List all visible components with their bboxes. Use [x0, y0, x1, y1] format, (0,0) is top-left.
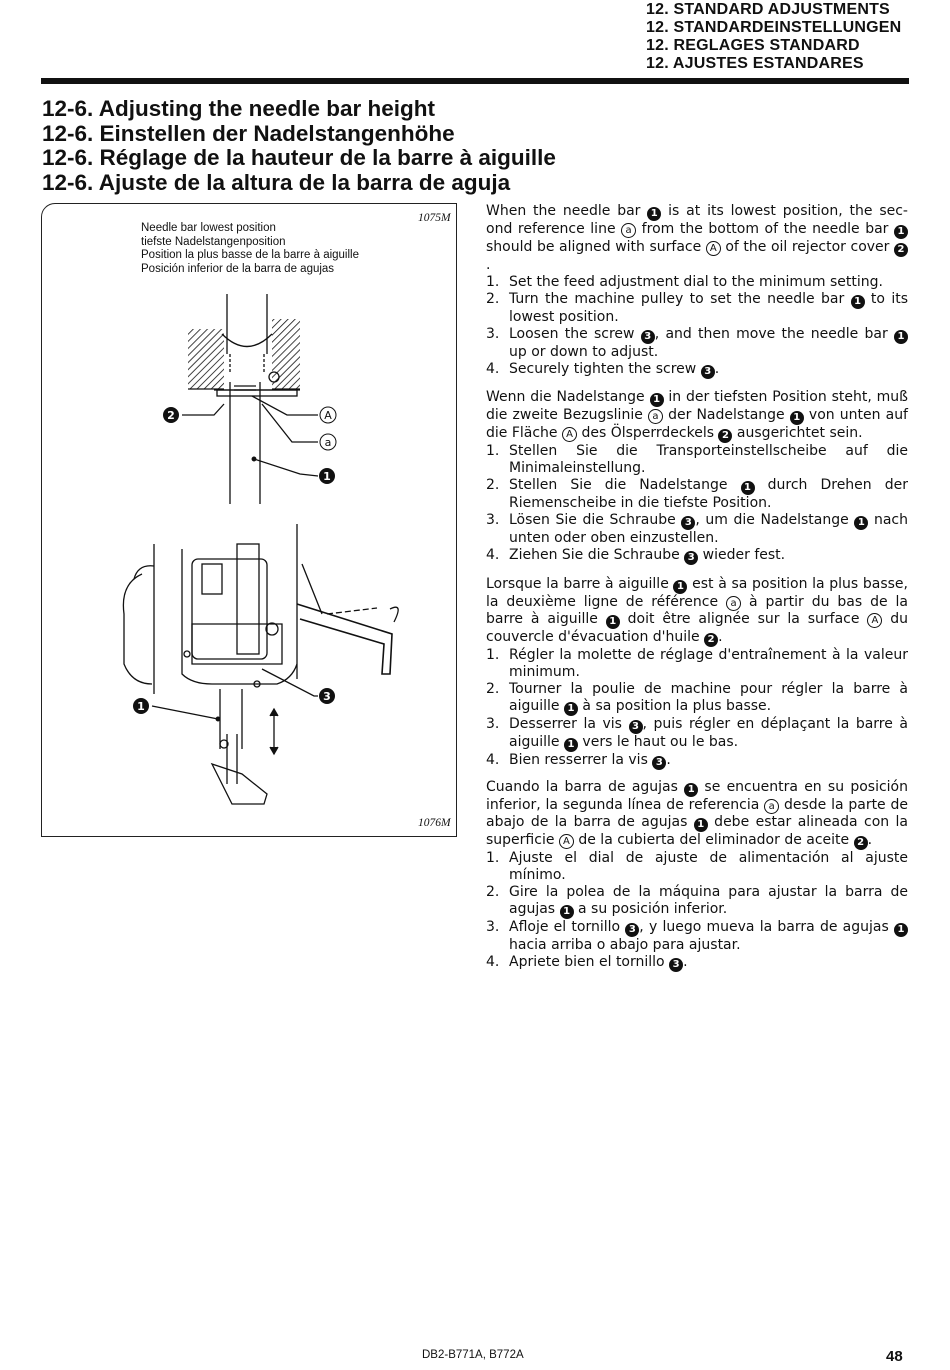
caption-fr: Position la plus basse de la barre à aiguille: [141, 249, 359, 262]
caption-es: Posición inferior de la barra de agujas: [141, 263, 335, 276]
figure-code-bottom: 1076M: [418, 817, 451, 829]
svg-text:1: 1: [323, 470, 331, 483]
svg-text:1: 1: [137, 700, 145, 713]
page-title: [42, 97, 556, 195]
intro-fr: Lorsque la barre à aiguille 1 est à sa position la plus basse, la deuxième ligne de référence a à partir du bas de la barre à aiguille 1 doit être alignée sur la surface A du couvercle d'évacuation d'huile 2 .: [486, 576, 909, 645]
intro-de: Wenn die Nadelstange 1 in der tiefsten Position steht, muß die zweite Bezugslinie a der Nadelstange 1 von unten auf die Fläche A des Ölsperrdeckels 2 ausgerichtet sein.: [486, 389, 908, 441]
callout-a: [320, 434, 336, 450]
needle-bar-illustration: [42, 204, 458, 838]
oil-rejector-cover-detail: [182, 294, 318, 504]
section-french: [486, 576, 908, 770]
step-item: 3. Afloje el tornillo 3 , y luego mueva la barra de agujas 1 hacia arriba o abajo para ajustar.: [486, 919, 908, 954]
machine-head-detail: [123, 524, 398, 804]
step-item: 2. Turn the machine pulley to set the needle bar 1 to its lowest position.: [486, 290, 908, 325]
step-item: 2. Gire la polea de la máquina para ajustar la barra de agujas 1 a su posición inferior.: [486, 883, 908, 917]
svg-text:A: A: [324, 409, 332, 422]
callout-1-upper: [319, 468, 335, 484]
header-line-es: 12. AJUSTES ESTANDARES: [646, 55, 864, 72]
figure-caption: [141, 222, 359, 277]
step-item: 4. Apriete bien el tornillo 3 .: [486, 953, 688, 970]
ref-needle-bar: 1: [647, 207, 661, 221]
svg-text:2: 2: [167, 409, 175, 422]
step-item: 2. Tourner la poulie de machine pour régler la barre à aiguille 1 à sa position la plus basse.: [486, 680, 908, 714]
figure-code-top: 1075M: [418, 212, 451, 224]
section-german: [486, 389, 908, 565]
step-item: 4. Ziehen Sie die Schraube 3 wieder fest.: [486, 546, 786, 563]
figure-panel: [41, 203, 457, 837]
step-item: 4. Bien resserrer la vis 3 .: [486, 751, 671, 768]
steps-de: [486, 443, 908, 565]
title-en: 12-6. Adjusting the needle bar height: [42, 96, 435, 121]
header-line-fr: 12. REGLAGES STANDARD: [646, 37, 860, 54]
steps-fr: [486, 647, 908, 770]
section-english: [486, 203, 908, 379]
section-spanish: [486, 779, 908, 972]
steps-en: [486, 274, 908, 379]
header-line-de: 12. STANDARDEINSTELLUNGEN: [646, 19, 902, 36]
page-number: 48: [886, 1348, 903, 1365]
ref-line-a: a: [621, 223, 636, 238]
svg-text:a: a: [324, 436, 332, 449]
title-fr: 12-6. Réglage de la hauteur de la barre à aiguille: [42, 145, 556, 170]
step-item: 4. Securely tighten the screw 3 .: [486, 360, 720, 377]
step-item: 3. Lösen Sie die Schraube 3 , um die Nadelstange 1 nach unten oder oben einzustellen.: [486, 511, 908, 546]
title-es: 12-6. Ajuste de la altura de la barra de aguja: [42, 169, 511, 195]
step-item: 1. Régler la molette de réglage d'entraînement à la valeur minimum.: [486, 647, 908, 680]
caption-en: Needle bar lowest position: [141, 222, 276, 234]
header-line-en: 12. STANDARD ADJUSTMENTS: [646, 1, 890, 18]
callout-3: [319, 688, 335, 704]
callout-A: [320, 407, 336, 423]
steps-es: [486, 850, 908, 972]
footer-model: DB2-B771A, B772A: [422, 1349, 524, 1361]
title-de: 12-6. Einstellen der Nadelstangenhöhe: [42, 120, 455, 146]
caption-de: tiefste Nadelstangenposition: [141, 235, 286, 248]
intro-es: Cuando la barra de agujas 1 se encuentra en su posición inferior, la segunda línea de referencia a desde la parte de abajo de la barra de agujas 1 debe estar alineada con la superficie A de la cubierta del eliminador de aceite 2 .: [486, 779, 908, 848]
step-item: 1. Set the feed adjustment dial to the minimum setting.: [486, 273, 883, 290]
intro-en: When the needle bar 1 is at its lowest position, the sec-ond reference line a from the bottom of the needle bar 1 should be aligned with surface A of the oil rejector cover 2.: [486, 203, 908, 273]
step-item: 3. Loosen the screw 3 , and then move the needle bar 1 up or down to adjust.: [486, 326, 908, 361]
section-header: [646, 1, 946, 73]
step-item: 1. Ajuste el dial de ajuste de alimentación al ajuste mínimo.: [486, 850, 908, 883]
header-rule: [41, 78, 909, 84]
step-item: 2. Stellen Sie die Nadelstange 1 durch Drehen der Riemenscheibe in die tiefste Position.: [486, 476, 908, 511]
step-item: 1. Stellen Sie die Transporteinstellscheibe auf die Minimaleinstellung.: [486, 443, 908, 476]
step-item: 3. Desserrer la vis 3 , puis régler en déplaçant la barre à aiguille 1 vers le haut ou le bas.: [486, 715, 908, 750]
callout-1-lower: [133, 698, 149, 714]
callout-2-upper: [163, 407, 179, 423]
svg-text:3: 3: [323, 690, 331, 703]
ref-surface-A: A: [706, 241, 721, 256]
